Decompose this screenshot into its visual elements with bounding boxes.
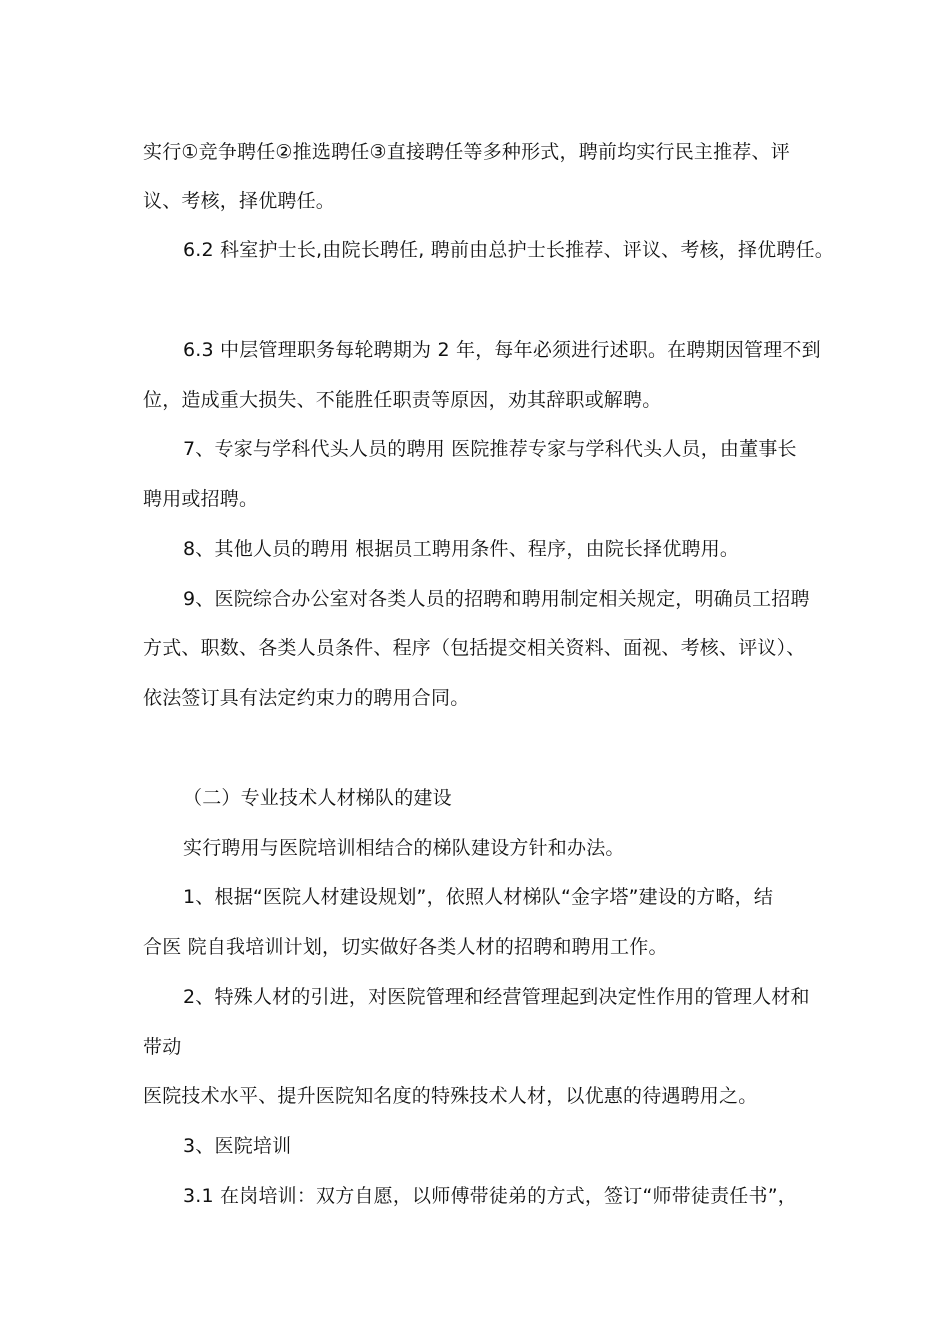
text-line: 3、医院培训 [183, 1135, 292, 1157]
text-line: 依法签订具有法定约束力的聘用合同。 [143, 687, 470, 709]
text-line: 2、特殊人材的引进，对医院管理和经营管理起到决定性作用的管理人材和 [183, 986, 810, 1008]
text-line: 合医 院自我培训计划，切实做好各类人材的招聘和聘用工作。 [143, 936, 668, 958]
text-line: 3.1 在岗培训：双方自愿，以师傅带徒弟的方式，签订“师带徒责任书”， [183, 1185, 797, 1207]
text-line: 带动 [143, 1036, 182, 1058]
text-line: 6.3 中层管理职务每轮聘期为 2 年，每年必须进行述职。在聘期因管理不到 [183, 339, 821, 361]
text-line: 聘用或招聘。 [143, 488, 259, 510]
text-line: 实行①竞争聘任②推选聘任③直接聘任等多种形式，聘前均实行民主推荐、评 [143, 141, 790, 163]
text-line: 实行聘用与医院培训相结合的梯队建设方针和办法。 [183, 837, 625, 859]
text-line: 医院技术水平、提升医院知名度的特殊技术人材，以优惠的待遇聘用之。 [143, 1085, 758, 1107]
text-line: 7、专家与学科代头人员的聘用 医院推荐专家与学科代头人员，由董事长 [183, 438, 797, 460]
text-line: 方式、职数、各类人员条件、程序（包括提交相关资料、面视、考核、评议）、 [143, 637, 806, 659]
section-heading: （二）专业技术人材梯队的建设 [183, 787, 452, 809]
text-line: 议、考核，择优聘任。 [143, 190, 336, 212]
text-line: 1、根据“医院人材建设规划”，依照人材梯队“金字塔”建设的方略，结 [183, 886, 774, 908]
text-line: 8、其他人员的聘用 根据员工聘用条件、程序，由院长择优聘用。 [183, 538, 740, 560]
text-line: 位，造成重大损失、不能胜任职责等原因，劝其辞职或解聘。 [143, 389, 662, 411]
text-line: 9、医院综合办公室对各类人员的招聘和聘用制定相关规定，明确员工招聘 [183, 588, 810, 610]
text-line: 6.2 科室护士长,由院长聘任, 聘前由总护士长推荐、评议、考核，择优聘任。 [183, 239, 834, 261]
